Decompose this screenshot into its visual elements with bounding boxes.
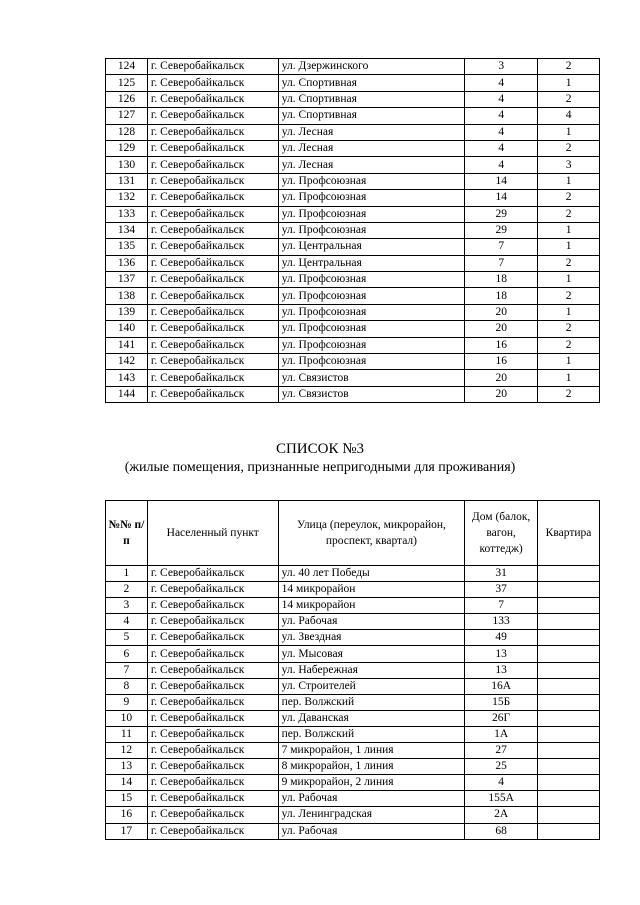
cell-apartment: 1 bbox=[538, 370, 600, 386]
cell-street: ул. Профсоюзная bbox=[278, 272, 465, 288]
table-row bbox=[106, 370, 600, 386]
cell-locality: г. Северобайкальск bbox=[147, 157, 278, 173]
cell-house: 31 bbox=[465, 566, 538, 582]
table-row bbox=[106, 662, 600, 678]
cell-street: ул. Лесная bbox=[278, 124, 465, 140]
cell-locality: г. Северобайкальск bbox=[147, 807, 278, 823]
cell-locality: г. Северобайкальск bbox=[147, 124, 278, 140]
cell-street: ул. Центральная bbox=[278, 239, 465, 255]
cell-apartment: 2 bbox=[538, 337, 600, 353]
cell-street: ул. Дзержинского bbox=[278, 59, 465, 75]
table-row bbox=[106, 646, 600, 662]
cell-street: ул. Спортивная bbox=[278, 108, 465, 124]
cell-locality: г. Северобайкальск bbox=[147, 630, 278, 646]
cell-apartment: 3 bbox=[538, 157, 600, 173]
cell-locality: г. Северобайкальск bbox=[147, 370, 278, 386]
table-row bbox=[106, 354, 600, 370]
cell-house: 14 bbox=[465, 173, 538, 189]
cell-locality: г. Северобайкальск bbox=[147, 91, 278, 107]
list-subtitle: (жилые помещения, признанные непригодными для проживания) bbox=[124, 460, 516, 475]
cell-street: 9 микрорайон, 2 линия bbox=[278, 775, 465, 791]
cell-number: 17 bbox=[106, 823, 148, 839]
cell-apartment bbox=[538, 791, 600, 807]
table-row bbox=[106, 140, 600, 156]
cell-locality: г. Северобайкальск bbox=[147, 239, 278, 255]
table-row bbox=[106, 108, 600, 124]
cell-house: 49 bbox=[465, 630, 538, 646]
table-row bbox=[106, 743, 600, 759]
cell-street: ул. Набережная bbox=[278, 662, 465, 678]
cell-number: 132 bbox=[106, 190, 148, 206]
cell-apartment bbox=[538, 807, 600, 823]
table-row bbox=[106, 337, 600, 353]
cell-house: 2А bbox=[465, 807, 538, 823]
table-row bbox=[106, 173, 600, 189]
cell-apartment: 2 bbox=[538, 288, 600, 304]
cell-street: ул. Профсоюзная bbox=[278, 354, 465, 370]
cell-number: 140 bbox=[106, 321, 148, 337]
table-row bbox=[106, 321, 600, 337]
housing-table-body bbox=[106, 59, 600, 403]
list-title: СПИСОК №3 bbox=[275, 441, 365, 457]
cell-locality: г. Северобайкальск bbox=[147, 59, 278, 75]
cell-house: 20 bbox=[465, 321, 538, 337]
table-row bbox=[106, 791, 600, 807]
table-row bbox=[106, 598, 600, 614]
cell-apartment bbox=[538, 710, 600, 726]
cell-house: 4 bbox=[465, 124, 538, 140]
header-apartment: Квартира bbox=[538, 501, 600, 566]
cell-apartment: 2 bbox=[538, 255, 600, 271]
cell-number: 129 bbox=[106, 140, 148, 156]
table-header-row bbox=[106, 501, 600, 566]
cell-street: ул. Рабочая bbox=[278, 823, 465, 839]
cell-house: 37 bbox=[465, 582, 538, 598]
unfit-housing-table-body bbox=[106, 566, 600, 840]
cell-house: 68 bbox=[465, 823, 538, 839]
cell-street: ул. Рабочая bbox=[278, 614, 465, 630]
cell-number: 126 bbox=[106, 91, 148, 107]
cell-house: 18 bbox=[465, 272, 538, 288]
cell-apartment: 1 bbox=[538, 75, 600, 91]
header-house: Дом (балок, вагон, коттедж) bbox=[465, 501, 538, 566]
table-row bbox=[106, 614, 600, 630]
cell-house: 4 bbox=[465, 157, 538, 173]
cell-house: 26Г bbox=[465, 710, 538, 726]
housing-table-continued bbox=[105, 58, 600, 403]
cell-number: 13 bbox=[106, 759, 148, 775]
cell-street: ул. Мысовая bbox=[278, 646, 465, 662]
cell-street: ул. 40 лет Победы bbox=[278, 566, 465, 582]
cell-number: 130 bbox=[106, 157, 148, 173]
unfit-housing-table bbox=[105, 500, 600, 840]
cell-number: 133 bbox=[106, 206, 148, 222]
cell-house: 20 bbox=[465, 304, 538, 320]
cell-locality: г. Северобайкальск bbox=[147, 272, 278, 288]
cell-number: 127 bbox=[106, 108, 148, 124]
cell-street: ул. Даванская bbox=[278, 710, 465, 726]
cell-house: 14 bbox=[465, 190, 538, 206]
cell-apartment: 2 bbox=[538, 190, 600, 206]
cell-apartment bbox=[538, 662, 600, 678]
table-row bbox=[106, 190, 600, 206]
table-row bbox=[106, 222, 600, 238]
cell-house: 20 bbox=[465, 386, 538, 402]
cell-locality: г. Северобайкальск bbox=[147, 75, 278, 91]
cell-house: 7 bbox=[465, 255, 538, 271]
cell-house: 16 bbox=[465, 337, 538, 353]
cell-number: 4 bbox=[106, 614, 148, 630]
cell-apartment: 1 bbox=[538, 124, 600, 140]
table-row bbox=[106, 386, 600, 402]
cell-number: 1 bbox=[106, 566, 148, 582]
cell-street: 14 микрорайон bbox=[278, 582, 465, 598]
cell-number: 141 bbox=[106, 337, 148, 353]
table-row bbox=[106, 272, 600, 288]
cell-street: ул. Ленинградская bbox=[278, 807, 465, 823]
cell-house: 4 bbox=[465, 75, 538, 91]
cell-street: ул. Лесная bbox=[278, 140, 465, 156]
cell-locality: г. Северобайкальск bbox=[147, 321, 278, 337]
table-row bbox=[106, 157, 600, 173]
cell-number: 134 bbox=[106, 222, 148, 238]
cell-house: 20 bbox=[465, 370, 538, 386]
cell-locality: г. Северобайкальск bbox=[147, 173, 278, 189]
cell-apartment bbox=[538, 775, 600, 791]
table-row bbox=[106, 91, 600, 107]
cell-apartment bbox=[538, 646, 600, 662]
cell-house: 4 bbox=[465, 775, 538, 791]
cell-street: ул. Звездная bbox=[278, 630, 465, 646]
cell-house: 7 bbox=[465, 598, 538, 614]
cell-locality: г. Северобайкальск bbox=[147, 614, 278, 630]
cell-locality: г. Северобайкальск bbox=[147, 222, 278, 238]
cell-apartment bbox=[538, 598, 600, 614]
cell-apartment bbox=[538, 694, 600, 710]
cell-house: 16 bbox=[465, 354, 538, 370]
cell-locality: г. Северобайкальск bbox=[147, 743, 278, 759]
cell-street: ул. Профсоюзная bbox=[278, 173, 465, 189]
cell-number: 131 bbox=[106, 173, 148, 189]
cell-apartment: 1 bbox=[538, 354, 600, 370]
table-row bbox=[106, 206, 600, 222]
cell-apartment: 2 bbox=[538, 386, 600, 402]
cell-apartment bbox=[538, 630, 600, 646]
table-row bbox=[106, 304, 600, 320]
cell-street: 8 микрорайон, 1 линия bbox=[278, 759, 465, 775]
cell-apartment: 1 bbox=[538, 272, 600, 288]
table-row bbox=[106, 124, 600, 140]
cell-number: 2 bbox=[106, 582, 148, 598]
cell-apartment bbox=[538, 743, 600, 759]
cell-number: 15 bbox=[106, 791, 148, 807]
cell-locality: г. Северобайкальск bbox=[147, 662, 278, 678]
cell-street: пер. Волжский bbox=[278, 726, 465, 742]
cell-locality: г. Северобайкальск bbox=[147, 694, 278, 710]
cell-locality: г. Северобайкальск bbox=[147, 190, 278, 206]
cell-house: 29 bbox=[465, 206, 538, 222]
cell-locality: г. Северобайкальск bbox=[147, 678, 278, 694]
table-row bbox=[106, 710, 600, 726]
cell-house: 29 bbox=[465, 222, 538, 238]
cell-apartment: 2 bbox=[538, 206, 600, 222]
cell-locality: г. Северобайкальск bbox=[147, 140, 278, 156]
cell-locality: г. Северобайкальск bbox=[147, 710, 278, 726]
cell-apartment: 2 bbox=[538, 59, 600, 75]
cell-street: ул. Связистов bbox=[278, 386, 465, 402]
cell-apartment: 1 bbox=[538, 239, 600, 255]
cell-number: 137 bbox=[106, 272, 148, 288]
cell-number: 144 bbox=[106, 386, 148, 402]
table-row bbox=[106, 807, 600, 823]
table-row bbox=[106, 582, 600, 598]
cell-street: ул. Рабочая bbox=[278, 791, 465, 807]
cell-apartment bbox=[538, 726, 600, 742]
cell-number: 142 bbox=[106, 354, 148, 370]
table-row bbox=[106, 239, 600, 255]
cell-street: ул. Профсоюзная bbox=[278, 321, 465, 337]
cell-number: 143 bbox=[106, 370, 148, 386]
cell-street: ул. Спортивная bbox=[278, 75, 465, 91]
table-row bbox=[106, 75, 600, 91]
cell-house: 16А bbox=[465, 678, 538, 694]
cell-house: 18 bbox=[465, 288, 538, 304]
cell-locality: г. Северобайкальск bbox=[147, 582, 278, 598]
cell-apartment: 2 bbox=[538, 91, 600, 107]
cell-house: 7 bbox=[465, 239, 538, 255]
table-row bbox=[106, 823, 600, 839]
cell-apartment: 4 bbox=[538, 108, 600, 124]
cell-street: ул. Профсоюзная bbox=[278, 206, 465, 222]
cell-street: ул. Профсоюзная bbox=[278, 190, 465, 206]
table-row bbox=[106, 775, 600, 791]
cell-house: 155А bbox=[465, 791, 538, 807]
cell-apartment: 1 bbox=[538, 173, 600, 189]
cell-locality: г. Северобайкальск bbox=[147, 598, 278, 614]
cell-locality: г. Северобайкальск bbox=[147, 108, 278, 124]
cell-apartment: 1 bbox=[538, 222, 600, 238]
cell-street: ул. Профсоюзная bbox=[278, 304, 465, 320]
table-row bbox=[106, 678, 600, 694]
cell-number: 138 bbox=[106, 288, 148, 304]
cell-house: 15Б bbox=[465, 694, 538, 710]
cell-house: 133 bbox=[465, 614, 538, 630]
cell-number: 124 bbox=[106, 59, 148, 75]
table-row bbox=[106, 59, 600, 75]
cell-number: 14 bbox=[106, 775, 148, 791]
cell-apartment bbox=[538, 759, 600, 775]
cell-locality: г. Северобайкальск bbox=[147, 823, 278, 839]
cell-apartment: 2 bbox=[538, 321, 600, 337]
cell-number: 125 bbox=[106, 75, 148, 91]
cell-number: 9 bbox=[106, 694, 148, 710]
cell-locality: г. Северобайкальск bbox=[147, 646, 278, 662]
cell-house: 4 bbox=[465, 91, 538, 107]
cell-number: 139 bbox=[106, 304, 148, 320]
cell-apartment bbox=[538, 566, 600, 582]
header-locality: Населенный пункт bbox=[147, 501, 278, 566]
cell-locality: г. Северобайкальск bbox=[147, 726, 278, 742]
table-row bbox=[106, 694, 600, 710]
cell-street: 7 микрорайон, 1 линия bbox=[278, 743, 465, 759]
cell-house: 27 bbox=[465, 743, 538, 759]
cell-house: 4 bbox=[465, 108, 538, 124]
cell-street: ул. Связистов bbox=[278, 370, 465, 386]
cell-apartment: 2 bbox=[538, 140, 600, 156]
cell-number: 7 bbox=[106, 662, 148, 678]
cell-number: 5 bbox=[106, 630, 148, 646]
cell-street: ул. Профсоюзная bbox=[278, 337, 465, 353]
cell-locality: г. Северобайкальск bbox=[147, 791, 278, 807]
cell-number: 128 bbox=[106, 124, 148, 140]
cell-locality: г. Северобайкальск bbox=[147, 288, 278, 304]
cell-street: 14 микрорайон bbox=[278, 598, 465, 614]
cell-house: 4 bbox=[465, 140, 538, 156]
cell-locality: г. Северобайкальск bbox=[147, 255, 278, 271]
cell-number: 6 bbox=[106, 646, 148, 662]
cell-street: ул. Спортивная bbox=[278, 91, 465, 107]
cell-apartment: 1 bbox=[538, 304, 600, 320]
cell-number: 10 bbox=[106, 710, 148, 726]
cell-locality: г. Северобайкальск bbox=[147, 337, 278, 353]
cell-apartment bbox=[538, 823, 600, 839]
cell-number: 135 bbox=[106, 239, 148, 255]
table-row bbox=[106, 630, 600, 646]
cell-house: 13 bbox=[465, 646, 538, 662]
cell-number: 12 bbox=[106, 743, 148, 759]
cell-locality: г. Северобайкальск bbox=[147, 386, 278, 402]
cell-apartment bbox=[538, 678, 600, 694]
cell-house: 1А bbox=[465, 726, 538, 742]
cell-apartment bbox=[538, 614, 600, 630]
cell-apartment bbox=[538, 582, 600, 598]
table-row bbox=[106, 288, 600, 304]
cell-locality: г. Северобайкальск bbox=[147, 759, 278, 775]
header-number: №№ п/п bbox=[106, 501, 148, 566]
cell-house: 25 bbox=[465, 759, 538, 775]
cell-number: 16 bbox=[106, 807, 148, 823]
cell-number: 11 bbox=[106, 726, 148, 742]
header-street: Улица (переулок, микрорайон, проспект, квартал) bbox=[278, 501, 465, 566]
cell-street: ул. Центральная bbox=[278, 255, 465, 271]
cell-locality: г. Северобайкальск bbox=[147, 566, 278, 582]
cell-street: пер. Волжский bbox=[278, 694, 465, 710]
cell-street: ул. Строителей bbox=[278, 678, 465, 694]
table-row bbox=[106, 566, 600, 582]
table-row bbox=[106, 759, 600, 775]
cell-locality: г. Северобайкальск bbox=[147, 304, 278, 320]
cell-street: ул. Лесная bbox=[278, 157, 465, 173]
cell-locality: г. Северобайкальск bbox=[147, 206, 278, 222]
cell-number: 3 bbox=[106, 598, 148, 614]
cell-number: 136 bbox=[106, 255, 148, 271]
table-row bbox=[106, 726, 600, 742]
cell-number: 8 bbox=[106, 678, 148, 694]
cell-street: ул. Профсоюзная bbox=[278, 222, 465, 238]
table-row bbox=[106, 255, 600, 271]
cell-house: 13 bbox=[465, 662, 538, 678]
cell-street: ул. Профсоюзная bbox=[278, 288, 465, 304]
cell-locality: г. Северобайкальск bbox=[147, 354, 278, 370]
cell-locality: г. Северобайкальск bbox=[147, 775, 278, 791]
cell-house: 3 bbox=[465, 59, 538, 75]
